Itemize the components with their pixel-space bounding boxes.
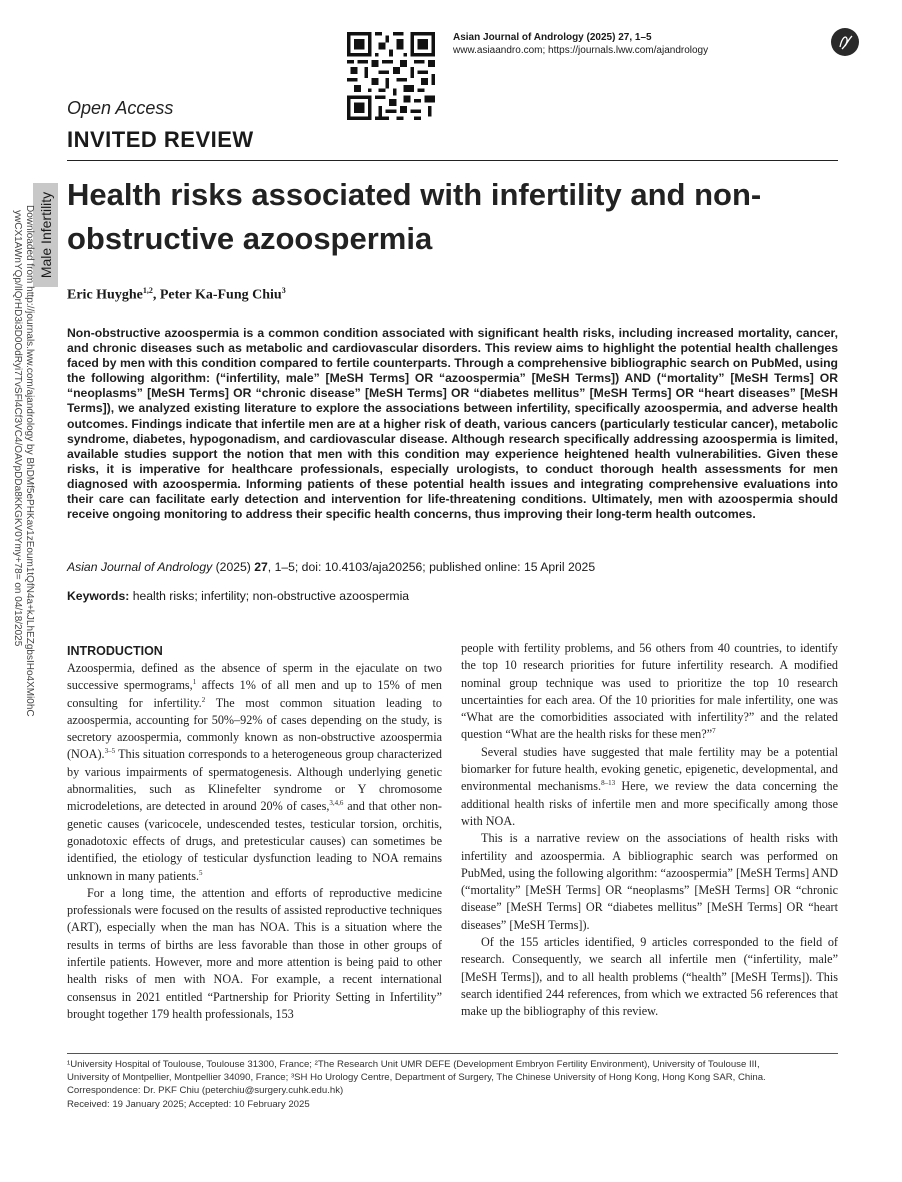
reference-marker[interactable]: 2 (201, 695, 206, 704)
body-column-right (461, 640, 838, 1021)
article-category: INVITED REVIEW (67, 127, 254, 152)
author-separator: , (152, 287, 160, 303)
author-affiliation: 1,2 (142, 286, 153, 295)
abstract: Non-obstructive azoospermia is a common condition associated with significant health risks, including increased mortality, cancer, and chronic diseases such as metabolic and cardiovascular disorders. This review aims to highlight the potential health challenges faced by men with this condition compared to fertile counterparts. Through a comprehensive bibliographic search on PubMed, using the following algorithm: (“infertility, male” [MeSH Terms] OR “azoospermia” [MeSH Terms]) AND (“mortality” [MeSH Terms] OR “neoplasms” [MeSH Terms] OR “chronic disease” [MeSH Terms] OR “diabetes mellitus” [MeSH Terms] OR “heart diseases” [MeSH Terms]), we analyzed existing literature to explore the associations between infertility, specifically azoospermia, and adverse health outcomes. Findings indicate that infertile men are at a higher risk of death, various cancers (particularly testicular cancer), metabolic syndrome, diabetes, hypogonadism, and cardiovascular disease. Although research specifically addressing azoospermia is limited, available studies support the notion that men with this condition may experience heightened health vulnerabilities. Given these risks, it is imperative for healthcare professionals, especially urologists, to conduct thorough health assessments for men diagnosed with azoospermia. Informing patients of these potential health issues and integrating comprehensive evaluations into their care can facilitate early detection and intervention for life-threatening conditions. Ultimately, men with azoospermia should receive ongoing monitoring to address their specific health concerns, thus improving their long-term health outcomes. (67, 326, 838, 522)
reference-marker[interactable]: 5 (199, 868, 203, 877)
footnote-divider (67, 1053, 838, 1054)
author-name: Eric Huyghe (67, 287, 143, 303)
keywords (67, 589, 838, 604)
received-accepted-dates: Received: 19 January 2025; Accepted: 10 February 2025 (67, 1098, 310, 1110)
journal-citation-header: Asian Journal of Andrology (2025) 27, 1–5 (453, 32, 652, 43)
paragraph: people with fertility problems, and 56 others from 40 countries, to identify the top 10 research priorities for future infertility research. A modified nominal group technique was used to prioritize the top 10 research uncertainties for each area. Of the 10 priorities for male infertility, one was “What are the comorbidities associated with infertility?” and the related question “What are the health risks for these men?”$^7$ (461, 641, 838, 742)
citation-details: , 1–5; doi: 10.4103/aja20256; published online: 15 April 2025 (267, 560, 596, 574)
header-divider (67, 160, 838, 161)
open-access-label: Open Access (67, 98, 174, 118)
citation-journal: Asian Journal of Andrology (67, 560, 213, 574)
section-heading-introduction: INTRODUCTION (67, 644, 163, 658)
paragraph: This is a narrative review on the associations of health risks with infertility and azoospermia. A bibliographic search was performed on PubMed, using the following algorithm: “azoospermia” [MeSH Terms] AND (“mortality” [MeSH Terms] OR “neoplasms” [MeSH Terms] OR “chronic disease” [MeSH Terms] OR “diabetes mellitus” [MeSH Terms] OR “heart diseases” [MeSH Terms]). (461, 831, 838, 932)
journal-logo-icon (830, 27, 860, 57)
author-affiliation: 3 (281, 286, 286, 295)
paragraph: Of the 155 articles identified, 9 articles corresponded to the field of research. Consequently, we search all infertile men (“infertility, male” [MeSH Terms]), and to all health problems (“health” [MeSH Terms]). This search identified 244 references, from which we extracted 56 references that make up the bibliography of this review. (461, 935, 838, 1019)
keywords-list: health risks; infertility; non-obstructive azoospermia (129, 589, 410, 603)
article-citation (67, 560, 838, 575)
author-name: Peter Ka-Fung Chiu (159, 287, 282, 303)
qr-code (347, 32, 435, 120)
paragraph: For a long time, the attention and efforts of reproductive medicine professionals were focused on the results of assisted reproductive techniques (ART), especially when the man has NOA. This is a situation where the results in terms of births are less favorable than those in other groups of infertile patients. However, more and more attention is being paid to other health risks of men with NOA. For example, a recent international consensus in 2021 entitled “Partnership for Priority Setting in Infertility” brought together 179 health professionals, 153 (67, 885, 442, 1021)
paragraph: Several studies have suggested that male fertility may be a potential biomarker for future health, evoking genetic, epigenetic, developmental, and environmental mechanisms.$^{8-13}$ Here, we review the data concerning the additional health risks of infertile men and more specifically among those with NOA. (461, 744, 838, 828)
footnotes (67, 1058, 838, 1111)
reference-marker[interactable]: 3–5 (104, 747, 116, 756)
citation-year: (2025) (212, 560, 255, 574)
article-title: Health risks associated with infertility and non-obstructive azoospermia (67, 177, 762, 256)
affiliation-line: ¹University Hospital of Toulouse, Toulouse 31300, France; ²The Research Unit UMR DEFE (Development Embryon Fertility Environment), University of Toulouse III, (67, 1059, 760, 1070)
correspondence: Correspondence: Dr. PKF Chiu (peterchiu@surgery.cuhk.edu.hk) (67, 1085, 344, 1097)
keywords-label: Keywords: (67, 589, 130, 603)
author-list (67, 286, 286, 304)
affiliation-line: University of Montpellier, Montpellier 34090, France; ³SH Ho Urology Centre, Department of Surgery, The Chinese University of Hong Kong, Hong Kong SAR, China. (67, 1072, 766, 1084)
section-side-tab (33, 183, 58, 287)
reference-marker[interactable]: 7 (712, 727, 716, 736)
side-tab-label: Male Infertility (37, 191, 54, 279)
reference-marker[interactable]: 1 (192, 678, 197, 687)
body-column-left (67, 643, 442, 1023)
paragraph: Azoospermia, defined as the absence of sperm in the ejaculate on two successive spermograms,$^1$ affects 1% of all men and up to 15% of men consulting for infertility.$^2$ The most common situation leading to azoospermia, accounting for 50%–92% of cases depending on the study, is secretory azoospermia, commonly known as non-obstructive azoospermia (NOA).$^{3-5}$ This situation corresponds to a heterogeneous group characterized by various impairments of spermatogenesis. Although underlying genetic abnormalities, such as Klinefelter syndrome or Y chromosome microdeletions, are detected in around 20% of cases,$^{3,4,6}$ and that other non-genetic causes (varicocele, undescended testes, testicular torsion, orchitis, gonadotoxic effects of drugs, and pretesticular causes) can sometimes be identified, the etiology of testicular dysfunction leading to NOA remains unknown in many patients.$^5$ (67, 661, 442, 883)
citation-volume: 27 (254, 560, 268, 574)
journal-url[interactable]: www.asiaandro.com; https://journals.lww.com/ajandrology (453, 45, 709, 56)
reference-marker[interactable]: 3,4,6 (329, 799, 344, 808)
download-note-line-1: Downloaded from http://journals.lww.com/ajandrology by BhDMf5ePHKav1zEoum1tQfN4a+kJLhEZgbsIHo4XMi0hC (24, 205, 35, 717)
download-note-line-2: ywCX1AWnYQp/IlQrHD3i3D0OdRyi7TvSFl4Cf3VC4/OAVpDDa8KKGKV0Ymy+78= on 04/18/2025 (12, 210, 23, 647)
reference-marker[interactable]: 8–13 (601, 779, 616, 788)
